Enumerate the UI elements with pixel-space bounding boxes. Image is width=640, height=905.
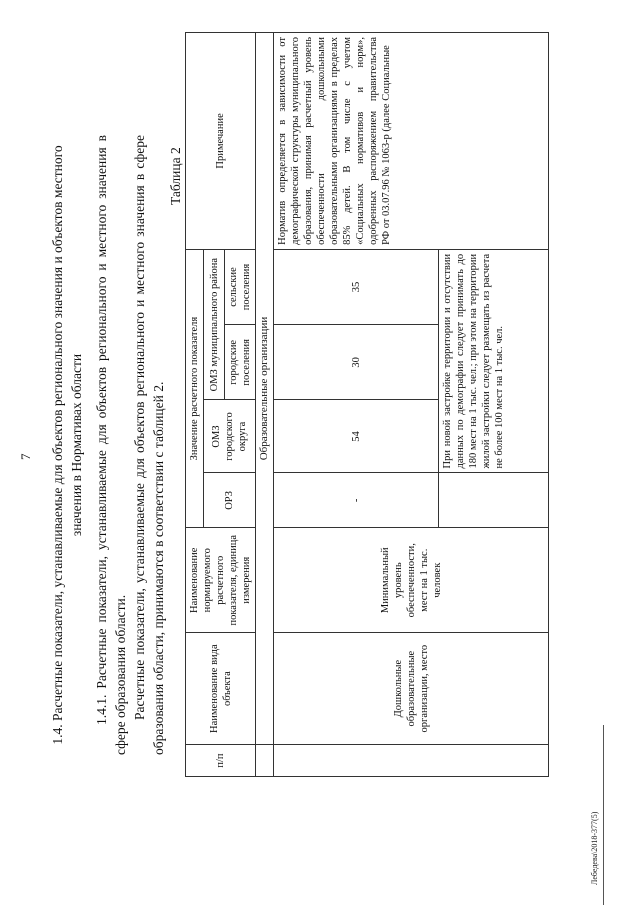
row-indicator: Минимальный уровень обеспеченности, мест на 1 тыс. человек bbox=[274, 528, 549, 633]
section-heading bbox=[48, 125, 86, 765]
paragraph-2: Расчетные показатели, устанавливаемые для объектов регионального и местного значения в сфере образования области, принимаются в соответствии с таблицей 2. bbox=[132, 135, 166, 755]
heading-line-2: значения в Нормативах области bbox=[69, 353, 84, 537]
footer-code: Лебедева\2018-377(5) bbox=[590, 811, 599, 885]
header-urban: городские поселения bbox=[225, 325, 256, 400]
indicators-table bbox=[185, 32, 549, 777]
row-note: Норматив определяется в зависимости от демографической структуры муниципального образования, принимая расчетный уровень обеспеченности дошкольными образовательными организациями в пределах 85% детей. В том числе с учетом «Социальных нормативов и норм», одобренных распоряжением правительства РФ от 03.07.96 № 1063-р (далее Социальные bbox=[274, 33, 549, 250]
header-note: Примечание bbox=[186, 33, 256, 250]
header-rural: сельские поселения bbox=[225, 249, 256, 324]
row-num bbox=[274, 745, 549, 777]
header-orz: ОРЗ bbox=[204, 473, 256, 528]
row-rural: 35 bbox=[274, 249, 439, 324]
header-omz-mun: ОМЗ муниципального района bbox=[204, 249, 225, 400]
header-value: Значение расчетного показателя bbox=[186, 249, 204, 527]
page-number: 7 bbox=[18, 453, 33, 460]
header-omz-city: ОМЗ городского округа bbox=[204, 400, 256, 473]
row-object: Дошкольные образовательные организации, место bbox=[274, 633, 549, 745]
header-object: Наименование вида объекта bbox=[186, 633, 256, 745]
row-urban: 30 bbox=[274, 325, 439, 400]
row-sub-note: При новой застройке территории и отсутствии данных по демографии следует принимать до 180 мест на 1 тыс. чел.; при этом на территории жилой застройки следует размещать из расчета не более 100 мест на 1 тыс. чел. bbox=[439, 249, 549, 473]
heading-line-1: 1.4. Расчетные показатели, устанавливаемые для объектов регионального значения и объектов местного bbox=[50, 145, 65, 745]
row-orz: - bbox=[274, 473, 439, 528]
table-caption: Таблица 2 bbox=[168, 147, 183, 205]
blank-cell bbox=[256, 745, 274, 777]
section-row: Образовательные организации bbox=[256, 33, 274, 745]
row-omz-city: 54 bbox=[274, 400, 439, 473]
paragraph-1: 1.4.1. Расчетные показатели, устанавливаемые для объектов регионального и местного значения в сфере образования области. bbox=[94, 135, 128, 755]
header-num: п/п bbox=[186, 745, 256, 777]
row-orz-blank bbox=[439, 473, 549, 528]
footer-divider bbox=[603, 725, 604, 905]
header-indicator: Наименование нормируемого расчетного показателя, единица измерения bbox=[186, 528, 256, 633]
